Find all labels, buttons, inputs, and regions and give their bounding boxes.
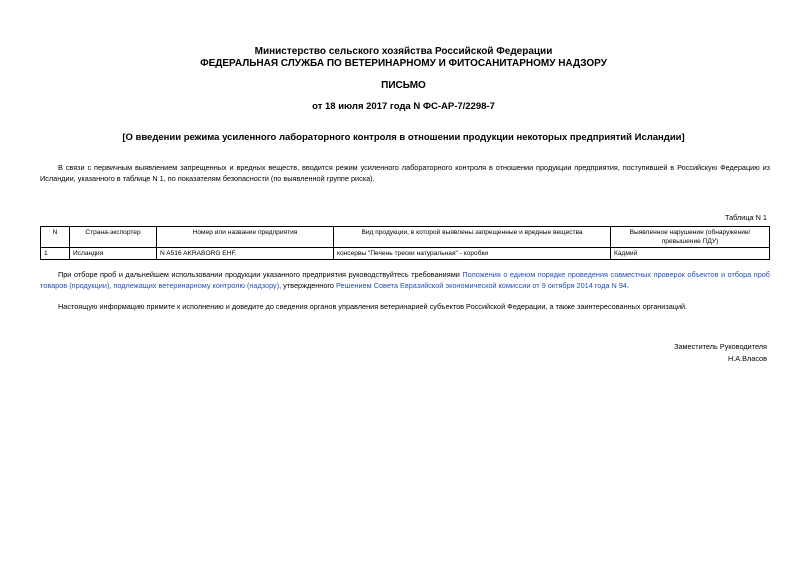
paragraph-requirements-middle: , утвержденного bbox=[279, 281, 336, 290]
cell-country: Исландия bbox=[70, 248, 157, 260]
column-header-violation: Выявленное нарушение (обнаружение/превышение ПДУ) bbox=[611, 227, 770, 248]
column-header-company: Номер или название предприятия bbox=[157, 227, 334, 248]
regulation-link[interactable]: Положения о едином порядке проведения совместных проверок объектов и отбора проб товаров (продукции), подлежащих ветеринарному контролю (надзору) bbox=[40, 270, 770, 290]
signature-name: Н.А.Власов bbox=[727, 354, 767, 363]
paragraph-intro: В связи с первичным выявлением запрещенных и вредных веществ, вводится режим усиленного лабораторного контроля в отношении продукции предприятия, поступившей в Российскую Федерацию из Исландии, указанного в таблице N 1, по показателям безопасности (по выявленной группе риска). bbox=[40, 163, 770, 183]
paragraph-requirements-end: . bbox=[626, 281, 629, 290]
table-row bbox=[41, 248, 770, 260]
decision-link[interactable]: Решением Совета Евразийской экономической комиссии от 9 октября 2014 года N 94 bbox=[335, 281, 627, 290]
document-date-number: от 18 июля 2017 года N ФС-АР-7/2298-7 bbox=[312, 101, 495, 112]
document-subject: [О введении режима усиленного лабораторного контроля в отношении продукции некоторых предприятий Исландии] bbox=[122, 132, 685, 143]
signature-position: Заместитель Руководителя bbox=[674, 342, 767, 351]
cell-number: 1 bbox=[41, 248, 70, 260]
column-header-product: Вид продукции, в которой выявлены запрещенные и вредные вещества bbox=[334, 227, 611, 248]
cell-company: N A516 AKRABORG EHF. bbox=[157, 248, 334, 260]
column-header-country: Страна-экспортер bbox=[70, 227, 157, 248]
paragraph-requirements-text: При отборе проб и дальнейшем использовании продукции указанного предприятия руководствуйтесь требованиями bbox=[58, 270, 463, 279]
table-caption: Таблица N 1 bbox=[725, 213, 767, 222]
paragraph-requirements bbox=[40, 269, 770, 291]
ministry-name: Министерство сельского хозяйства Российской Федерации bbox=[254, 46, 553, 57]
document-type: ПИСЬМО bbox=[381, 80, 426, 91]
cell-violation: Кадмий bbox=[611, 248, 770, 260]
cell-product: консервы "Печень трески натуральная" - коробки bbox=[334, 248, 611, 260]
column-header-number: N bbox=[41, 227, 70, 248]
companies-table bbox=[40, 226, 770, 260]
table-header-row bbox=[41, 227, 770, 248]
paragraph-instruction: Настоящую информацию примите к исполнению и доведите до сведения органов управления ветеринарией субъектов Российской Федерации, а также заинтересованных организаций. bbox=[58, 302, 688, 311]
service-name: ФЕДЕРАЛЬНАЯ СЛУЖБА ПО ВЕТЕРИНАРНОМУ И ФИТОСАНИТАРНОМУ НАДЗОРУ bbox=[200, 58, 607, 69]
